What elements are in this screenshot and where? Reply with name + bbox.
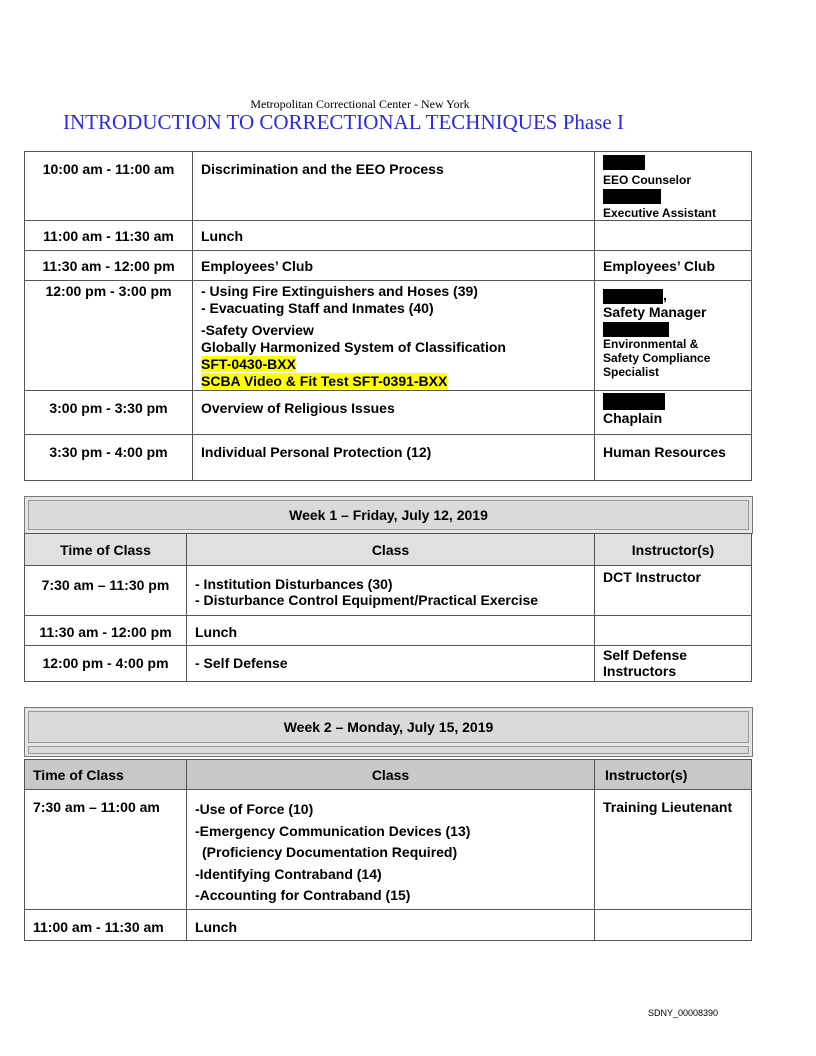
class-item: - Disturbance Control Equipment/Practical Exercise (195, 592, 539, 608)
week2-banner (24, 707, 753, 757)
time-cell: 11:30 am - 12:00 pm (25, 251, 193, 281)
column-header-time: Time of Class (25, 760, 187, 790)
table-row (25, 152, 752, 221)
table-row (25, 251, 752, 281)
time-cell: 11:00 am - 11:30 am (25, 221, 193, 251)
course-code-highlight: SCBA Video & Fit Test SFT-0391-BXX (201, 373, 448, 390)
class-item: (Proficiency Documentation Required) (202, 844, 458, 860)
class-cell: Lunch (187, 910, 595, 941)
table-row (25, 910, 752, 941)
instructor-cell (595, 910, 752, 941)
instructor-cell: Training Lieutenant (595, 790, 752, 910)
class-item: -Emergency Communication Devices (13) (195, 822, 471, 839)
class-cell (187, 566, 595, 616)
bates-number: SDNY_00008390 (648, 1008, 719, 1018)
time-cell: 10:00 am - 11:00 am (25, 152, 193, 221)
table-row (25, 790, 752, 910)
instructor-cell (595, 281, 752, 391)
class-cell: Individual Personal Protection (12) (193, 435, 595, 481)
table-row (25, 616, 752, 646)
instructor-separator: , (663, 287, 667, 304)
instructor-title: Self Defense (603, 647, 688, 663)
table-row (25, 646, 752, 682)
schedule-table-phase1 (24, 151, 752, 481)
class-cell: Overview of Religious Issues (193, 391, 595, 435)
time-cell: 3:30 pm - 4:00 pm (25, 435, 193, 481)
instructor-cell: DCT Instructor (595, 566, 752, 616)
time-cell: 12:00 pm - 3:00 pm (25, 281, 193, 391)
instructor-cell (595, 152, 752, 221)
table-header-row (25, 760, 752, 790)
class-item: - Using Fire Extinguishers and Hoses (39) (201, 283, 478, 300)
redaction-bar (603, 289, 663, 304)
instructor-cell (595, 616, 752, 646)
instructor-title: Safety Compliance (603, 350, 711, 365)
instructor-cell: Human Resources (595, 435, 752, 481)
class-item: -Identifying Contraband (14) (195, 865, 382, 882)
class-item: -Safety Overview (201, 322, 314, 339)
instructor-cell (595, 221, 752, 251)
instructor-title: EEO Counselor (603, 172, 692, 187)
instructor-cell: Employees’ Club (595, 251, 752, 281)
table-row (25, 566, 752, 616)
class-item: - Institution Disturbances (30) (195, 576, 393, 592)
class-cell (187, 790, 595, 910)
time-cell: 7:30 am – 11:30 pm (25, 566, 187, 616)
table-row (25, 221, 752, 251)
instructor-cell (595, 646, 752, 682)
schedule-table-week2 (24, 759, 752, 941)
instructor-title: Instructors (603, 663, 677, 679)
time-cell: 7:30 am – 11:00 am (25, 790, 187, 910)
week1-banner-title: Week 1 – Friday, July 12, 2019 (28, 500, 749, 530)
instructor-title: Specialist (603, 364, 660, 379)
time-cell: 12:00 pm - 4:00 pm (25, 646, 187, 682)
organization-name: Metropolitan Correctional Center - New York (250, 97, 470, 111)
instructor-title: Safety Manager (603, 303, 707, 320)
instructor-cell (595, 391, 752, 435)
course-code-highlight: SFT-0430-BXX (201, 356, 296, 373)
week1-banner (24, 496, 753, 534)
week2-banner-title: Week 2 – Monday, July 15, 2019 (28, 711, 749, 743)
column-header-class: Class (187, 534, 595, 566)
class-item: -Accounting for Contraband (15) (195, 887, 411, 903)
class-cell (193, 281, 595, 391)
column-header-class: Class (187, 760, 595, 790)
time-cell: 3:00 pm - 3:30 pm (25, 391, 193, 435)
table-row (25, 391, 752, 435)
table-row (25, 435, 752, 481)
banner-divider (28, 746, 749, 754)
column-header-instructor: Instructor(s) (595, 760, 752, 790)
document-title: INTRODUCTION TO CORRECTIONAL TECHNIQUES Phase I (63, 110, 624, 134)
time-cell: 11:00 am - 11:30 am (25, 910, 187, 941)
class-item: -Use of Force (10) (195, 801, 314, 817)
redaction-bar (603, 322, 669, 337)
instructor-title: Chaplain (603, 409, 663, 426)
redaction-bar (603, 393, 665, 410)
class-cell: Discrimination and the EEO Process (193, 152, 595, 221)
instructor-title: Environmental & (603, 336, 699, 351)
column-header-time: Time of Class (25, 534, 187, 566)
class-cell: Lunch (187, 616, 595, 646)
instructor-title: Executive Assistant (603, 206, 716, 221)
time-cell: 11:30 am - 12:00 pm (25, 616, 187, 646)
class-cell: - Self Defense (187, 646, 595, 682)
redaction-bar (603, 155, 645, 170)
class-item: Globally Harmonized System of Classification (201, 339, 506, 356)
schedule-table-week1 (24, 533, 752, 682)
class-item: - Evacuating Staff and Inmates (40) (201, 300, 434, 317)
column-header-instructor: Instructor(s) (595, 534, 752, 566)
class-cell: Lunch (193, 221, 595, 251)
class-cell: Employees’ Club (193, 251, 595, 281)
table-row (25, 281, 752, 391)
table-header-row (25, 534, 752, 566)
redaction-bar (603, 189, 661, 204)
